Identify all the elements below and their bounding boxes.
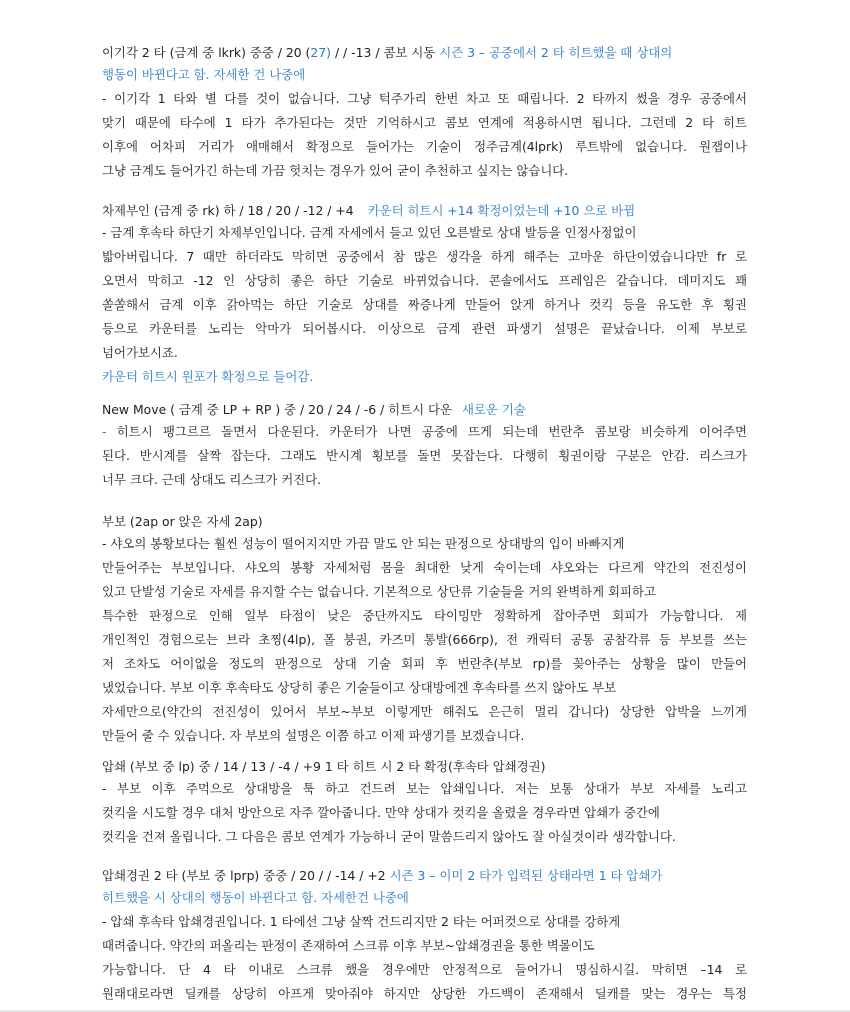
paragraph-line: 그냥 금계도 들어가긴 하는데 가끔 헛치는 경우가 있어 굳이 추천하고 싶지는 않습니다. [102,163,569,178]
section-heading [102,42,672,64]
paragraph-line [102,421,747,443]
heading-text: New Move ( 금계 중 LP + RP ) 중 / 20 / 24 / -6 / 히트시 다운 [102,402,452,417]
update-note: 카운터 히트시 +14 확정이었는데 +10 으로 바뀜 [367,203,636,218]
heading-text: 차제부인 (금계 중 rk) 하 / 18 / 20 / -12 / +4 [102,203,354,218]
paragraph-line: 컷킥을 건져 올립니다. 그 다음은 콤보 연계가 가능하니 굳이 말씀드리지 않아도 잘 아실것이라 생각합니다. [102,829,676,844]
paragraph-line: 있고 단발성 기술로 자세를 유지할 수는 없습니다. 기본적으로 상단류 기술들을 거의 완벽하게 회피하고 [102,584,656,599]
paragraph-line: 오면서 막히고 -12 인 상당히 좋은 하단 기술로 바뀌었습니다. 콘솔에서도 프레임은 같습니다. 데미지도 꽤 [102,273,747,288]
section-heading [102,399,526,421]
paragraph-line: 원래대로라면 딜캐를 상당히 아프게 맞아줘야 하지만 상당한 가드백이 존재해서 딜캐를 맞는 경우는 특정 [102,986,747,1001]
paragraph-line: 넘어가보시죠. [102,345,178,360]
counter-hit-note: 카운터 히트시 원포가 확정으로 들어감. [102,369,314,384]
paragraph-line: 쏠쏠해서 금계 이후 갉아먹는 하단 기술로 상대를 짜증나게 만들어 앉게 하거나 컷킥 등을 유도한 후 횡권 [102,297,747,312]
paragraph-line: 개인적인 경험으로는 브라 초찡(4lp), 폴 붕권, 카즈미 통발(666rp), 전 캐릭터 공통 공참각류 등 부보를 쓰는 [102,632,747,647]
paragraph-line: - 부보 이후 주먹으로 상대방을 툭 하고 건드려 보는 압쇄입니다. 저는 보통 상대가 부보 자세를 노리고 [102,781,747,796]
paragraph-line: - 금계 후속타 하단기 차제부인입니다. 금계 자세에서 들고 있던 오른발로 상대 발등을 인정사정없이 [102,225,637,240]
paragraph-line: 냈었습니다. 부보 이후 후속타도 상당히 좋은 기술들이고 상대방에겐 후속타를 쓰지 않아도 부보 [102,680,617,695]
paragraph-line: - 샤오의 봉황보다는 훨씬 성능이 떨어지지만 가끔 말도 안 되는 판정으로 상대방의 입이 바빠지게 [102,536,625,551]
heading-text-rest: / / -13 / 콤보 시동 [331,45,440,60]
paragraph-line: 된다. 반시계를 살짝 잡는다. 그래도 반시계 횡보를 돌면 못잡는다. 다행히 횡권이랑 구분은 안감. 리스크가 [102,448,747,463]
paragraph-line: 밟아버립니다. 7 때만 하더라도 막히면 공중에서 참 많은 생각을 하게 해주는 고마운 하단이였습니다만 fr 로 [102,249,747,264]
season-note-continued: 행동이 바뀐다고 함. 자세한 건 나중에 [102,67,306,82]
section-heading [102,200,635,222]
heading-highlight: 27) [310,45,331,60]
heading-text: 이기각 2 타 (금계 중 lkrk) 중중 / 20 ( [102,45,311,60]
paragraph-line: 특수한 판정으로 인해 일부 타점이 낮은 중단까지도 타이밍만 정확하게 잡아주면 회피가 가능합니다. 제 [102,608,747,623]
paragraph-line: 맞기 때문에 타수에 1 타가 추가된다는 것만 기억하시고 콤보 연계에 적용하시면 됩니다. 그런데 2 타 히트 [102,115,747,130]
season-note: 시즌 3 – 공중에서 2 타 히트했을 때 상대의 [439,45,673,60]
section-heading [102,865,662,887]
paragraph-line: - 이기각 1 타와 별 다를 것이 없습니다. 그냥 턱주가리 한번 차고 또 때립니다. 2 타까지 썼을 경우 공중에서 [102,91,747,106]
section-heading: 압쇄 (부보 중 lp) 중 / 14 / 13 / -4 / +9 1 타 히트 시 2 타 확정(후속타 압쇄경권) [102,759,546,774]
paragraph-line: 만들어 줄 수 있습니다. 자 부보의 설명은 이쯤 하고 이제 파생기를 보겠습니다. [102,728,525,743]
paragraph-text: 히트시 팽그르르 돌면서 다운된다. 카운터가 나면 공중에 뜨게 되는데 번란추 콤보랑 비슷하게 이어주면 [106,424,747,439]
paragraph-line: - 압쇄 후속타 압쇄경권입니다. 1 타에선 그냥 살짝 건드리지만 2 타는 어퍼컷으로 상대를 강하게 [102,914,621,929]
paragraph-line: 저 조차도 어이없을 정도의 판정으로 상대 기술 회피 후 번란추(부보 rp)를 꽂아주는 상황을 많이 만들어 [102,656,747,671]
new-move-note: 새로운 기술 [461,402,526,417]
season-note-continued: 히트했을 시 상대의 행동이 바뀐다고 함. 자세한건 나중에 [102,890,409,905]
paragraph-line: 이후에 어차피 거리가 애매해서 확정으로 들어가는 기술이 정주금계(4lprk) 루트밖에 없습니다. 원잽이나 [102,139,747,154]
section-heading: 부보 (2ap or 앉은 자세 2ap) [102,514,263,529]
paragraph-line: 너무 크다. 근데 상대도 리스크가 커진다. [102,472,322,487]
heading-text: 압쇄경권 2 타 (부보 중 lprp) 중중 / 20 / / -14 / +2 [102,868,390,883]
paragraph-line: 자세만으로(약간의 전진성이 있어서 부보~부보 이렇게만 해줘도 은근히 멀리 갑니다) 상당한 압박을 느끼게 [102,704,747,719]
season-note: 시즌 3 – 이미 2 타가 입력된 상태라면 1 타 압쇄가 [389,868,663,883]
paragraph-line: 컷킥을 시도할 경우 대처 방안으로 자주 깔아줍니다. 만약 상대가 컷킥을 올렸을 경우라면 압쇄가 중간에 [102,805,660,820]
paragraph-line: 등으로 카운터를 노리는 악마가 되어봅시다. 이상으로 금계 관련 파생기 설명은 끝났습니다. 이제 부보로 [102,321,747,336]
paragraph-line: 때려줍니다. 약간의 퍼올리는 판정이 존재하여 스크류 이후 부보~압쇄경권을 통한 벽몰이도 [102,938,595,953]
paragraph-line: 가능합니다. 단 4 타 이내로 스크류 했을 경우에만 안정적으로 들어가니 명심하시길. 막히면 –14 로 [102,962,747,977]
paragraph-line: 만들어주는 부보입니다. 샤오의 봉황 자세처럼 몸을 최대한 낮게 숙이는데 샤오와는 다르게 약간의 전진성이 [102,560,747,575]
blue-dash: - [102,424,107,439]
